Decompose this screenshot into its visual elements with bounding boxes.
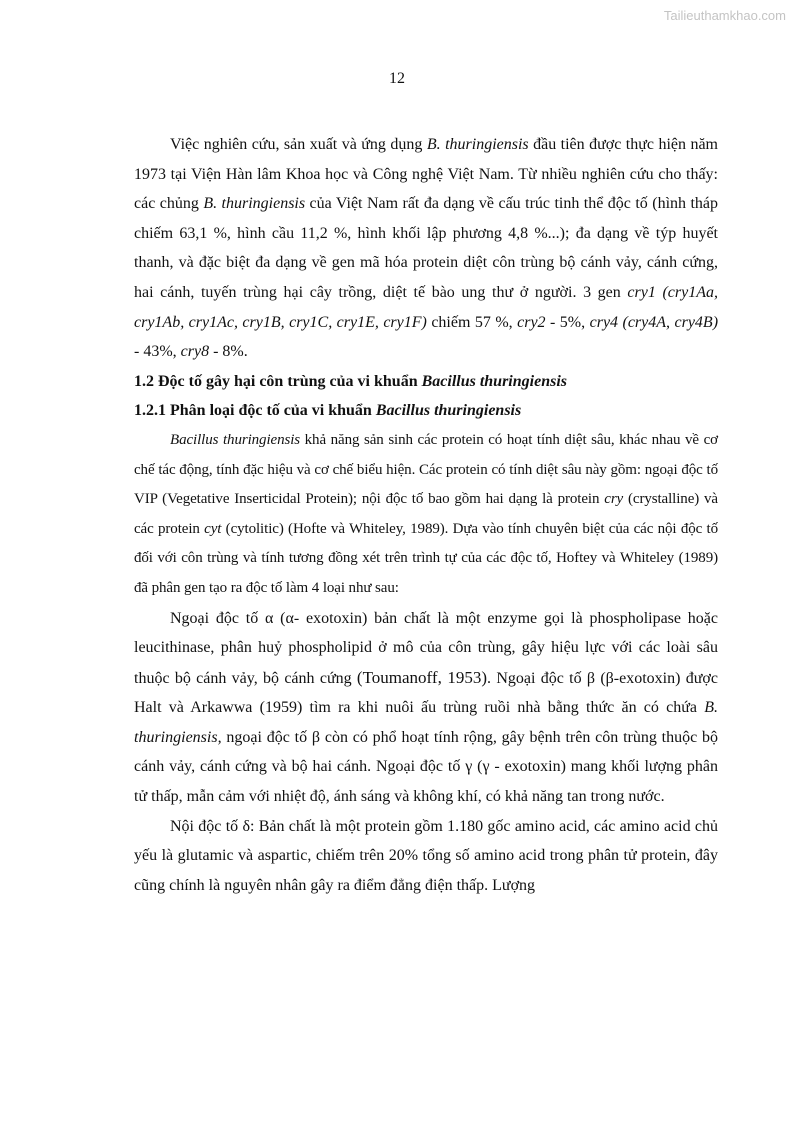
- document-body: [134, 130, 718, 900]
- section-heading-1-2-1: 1.2.1 Phân loại độc tố của vi khuẩn Bacillus thuringiensis: [134, 402, 522, 420]
- watermark: Tailieuthamkhao.com: [663, 8, 786, 23]
- section-heading-1-2: 1.2 Độc tố gây hại côn trùng của vi khuẩn Bacillus thuringiensis: [134, 372, 567, 390]
- paragraph-toxin-classification: Bacillus thuringiensis khả năng sản sinh các protein có hoạt tính diệt sâu, khác nhau về cơ chế tác động, tính đặc hiệu và cơ chế biểu hiện. Các protein có tính diệt sâu này gồm: ngoại độc tố VIP (Vegetative Inserticidal Protein); nội độc tố bao gồm hai dạng là protein cry (crystalline) và các protein cyt (cytolitic) (Hofte và Whiteley, 1989). Dựa vào tính chuyên biệt của các nội độc tố đối với côn trùng và tính tương đồng xét trên trình tự của các độc tố, Hoftey và Whiteley (1989) đã phân gen tạo ra độc tố làm 4 loại như sau:: [134, 431, 718, 596]
- paragraph-endotoxin: Nội độc tố δ: Bản chất là một protein gồm 1.180 gốc amino acid, các amino acid chủ yếu là glutamic và aspartic, chiếm trên 20% tổng số amino acid trong phân tử protein, đây cũng chính là nguyên nhân gây ra điểm đẳng điện thấp. Lượng: [134, 817, 718, 894]
- paragraph-history: Việc nghiên cứu, sản xuất và ứng dụng B. thuringiensis đầu tiên được thực hiện năm 1973 tại Viện Hàn lâm Khoa học và Công nghệ Việt Nam. Từ nhiều nghiên cứu cho thấy: các chủng B. thuringiensis của Việt Nam rất đa dạng về cấu trúc tinh thể độc tố (hình tháp chiếm 63,1 %, hình cầu 11,2 %, hình khối lập phương 4,8 %...); đa dạng về týp huyết thanh, và đặc biệt đa dạng về gen mã hóa protein diệt côn trùng bộ cánh vảy, cánh cứng, hai cánh, tuyến trùng hại cây trồng, diệt tế bào ung thư ở người. 3 gen cry1 (cry1Aa, cry1Ab, cry1Ac, cry1B, cry1C, cry1E, cry1F) chiếm 57 %, cry2 - 5%, cry4 (cry4A, cry4B) - 43%, cry8 - 8%.: [134, 136, 719, 361]
- page-number: 12: [389, 70, 405, 87]
- paragraph-exotoxins: Ngoại độc tố α (α- exotoxin) bản chất là một enzyme gọi là phospholipase hoặc leucithinase, phân huỷ phospholipid ở mô của côn trùng, gây hiệu lực với các loài sâu thuộc bộ cánh vảy, bộ cánh cứng (Toumanoff, 1953). Ngoại độc tố β (β-exotoxin) được Halt và Arkawwa (1959) tìm ra khi nuôi ấu trùng ruồi nhà bằng thức ăn có chứa B. thuringiensis, ngoại độc tố β còn có phổ hoạt tính rộng, gây bệnh trên côn trùng thuộc bộ cánh vảy, cánh cứng và bộ hai cánh. Ngoại độc tố γ (γ - exotoxin) mang khối lượng phân tử thấp, mẫn cảm với nhiệt độ, ánh sáng và không khí, có khả năng tan trong nước.: [134, 609, 718, 806]
